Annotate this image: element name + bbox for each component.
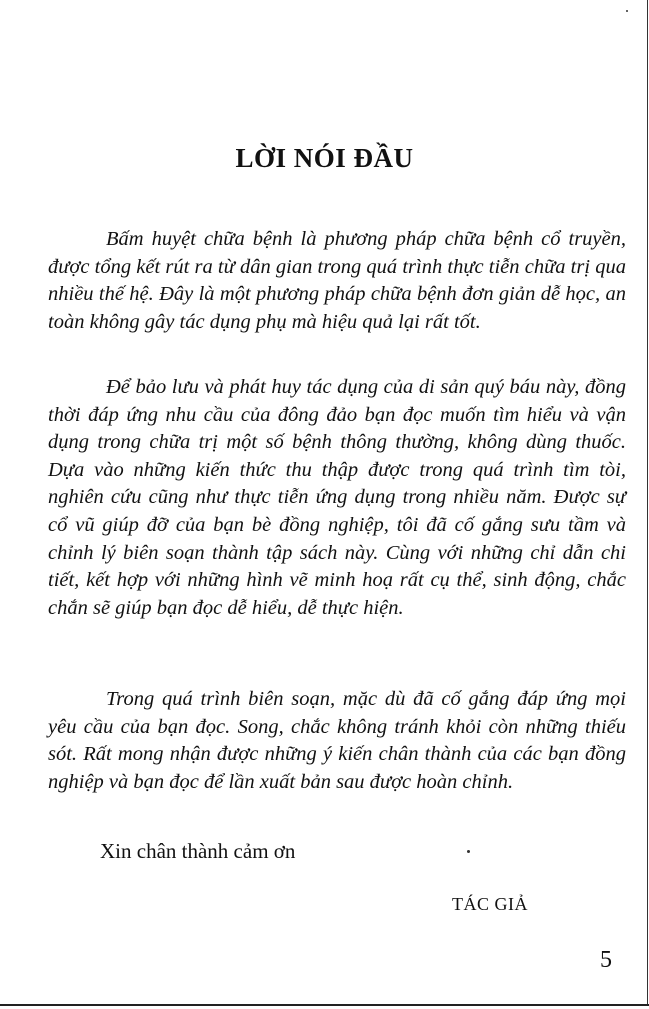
page-edge-bottom xyxy=(0,1004,649,1006)
scan-speck xyxy=(467,850,470,853)
author-signature: TÁC GIẢ xyxy=(452,894,528,914)
paragraph-intro: Bấm huyệt chữa bệnh là phương pháp chữa bệnh cổ truyền, được tổng kết rút ra từ dân gian trong quá trình thực tiễn chữa trị qua nhiều thế hệ. Đây là một phương pháp chữa bệnh đơn giản dễ học, an toàn không gây tác dụng phụ mà hiệu quả lại rất tốt. xyxy=(48,228,626,333)
page-title: LỜI NÓI ĐẦU xyxy=(235,143,414,173)
paragraph-purpose: Để bảo lưu và phát huy tác dụng của di sản quý báu này, đồng thời đáp ứng nhu cầu của đông đảo bạn đọc muốn tìm hiểu và vận dụng trong chữa trị một số bệnh thông thường, không dùng thuốc. Dựa vào những kiến thức thu thập được trong quá trình tìm tòi, nghiên cứu cũng như thực tiễn ứng dụng trong nhiều năm. Được sự cổ vũ giúp đỡ của bạn bè đồng nghiệp, tôi đã cố gắng sưu tầm và chỉnh lý biên soạn thành tập sách này. Cùng với những chỉ dẫn chi tiết, kết hợp với những hình vẽ minh hoạ rất cụ thể, sinh động, chắc chắn sẽ giúp bạn đọc dễ hiểu, dễ thực hiện. xyxy=(48,376,626,619)
page-edge-right xyxy=(647,0,648,1005)
paragraph-acknowledgement: Trong quá trình biên soạn, mặc dù đã cố gắng đáp ứng mọi yêu cầu của bạn đọc. Song, chắc không tránh khỏi còn những thiếu sót. Rất mong nhận được những ý kiến chân thành của các bạn đồng nghiệp và bạn đọc để lần xuất bản sau được hoàn chỉnh. xyxy=(48,688,626,793)
page-number: 5 xyxy=(600,947,612,973)
scan-speck xyxy=(626,10,628,12)
closing-line: Xin chân thành cảm ơn xyxy=(100,839,296,863)
